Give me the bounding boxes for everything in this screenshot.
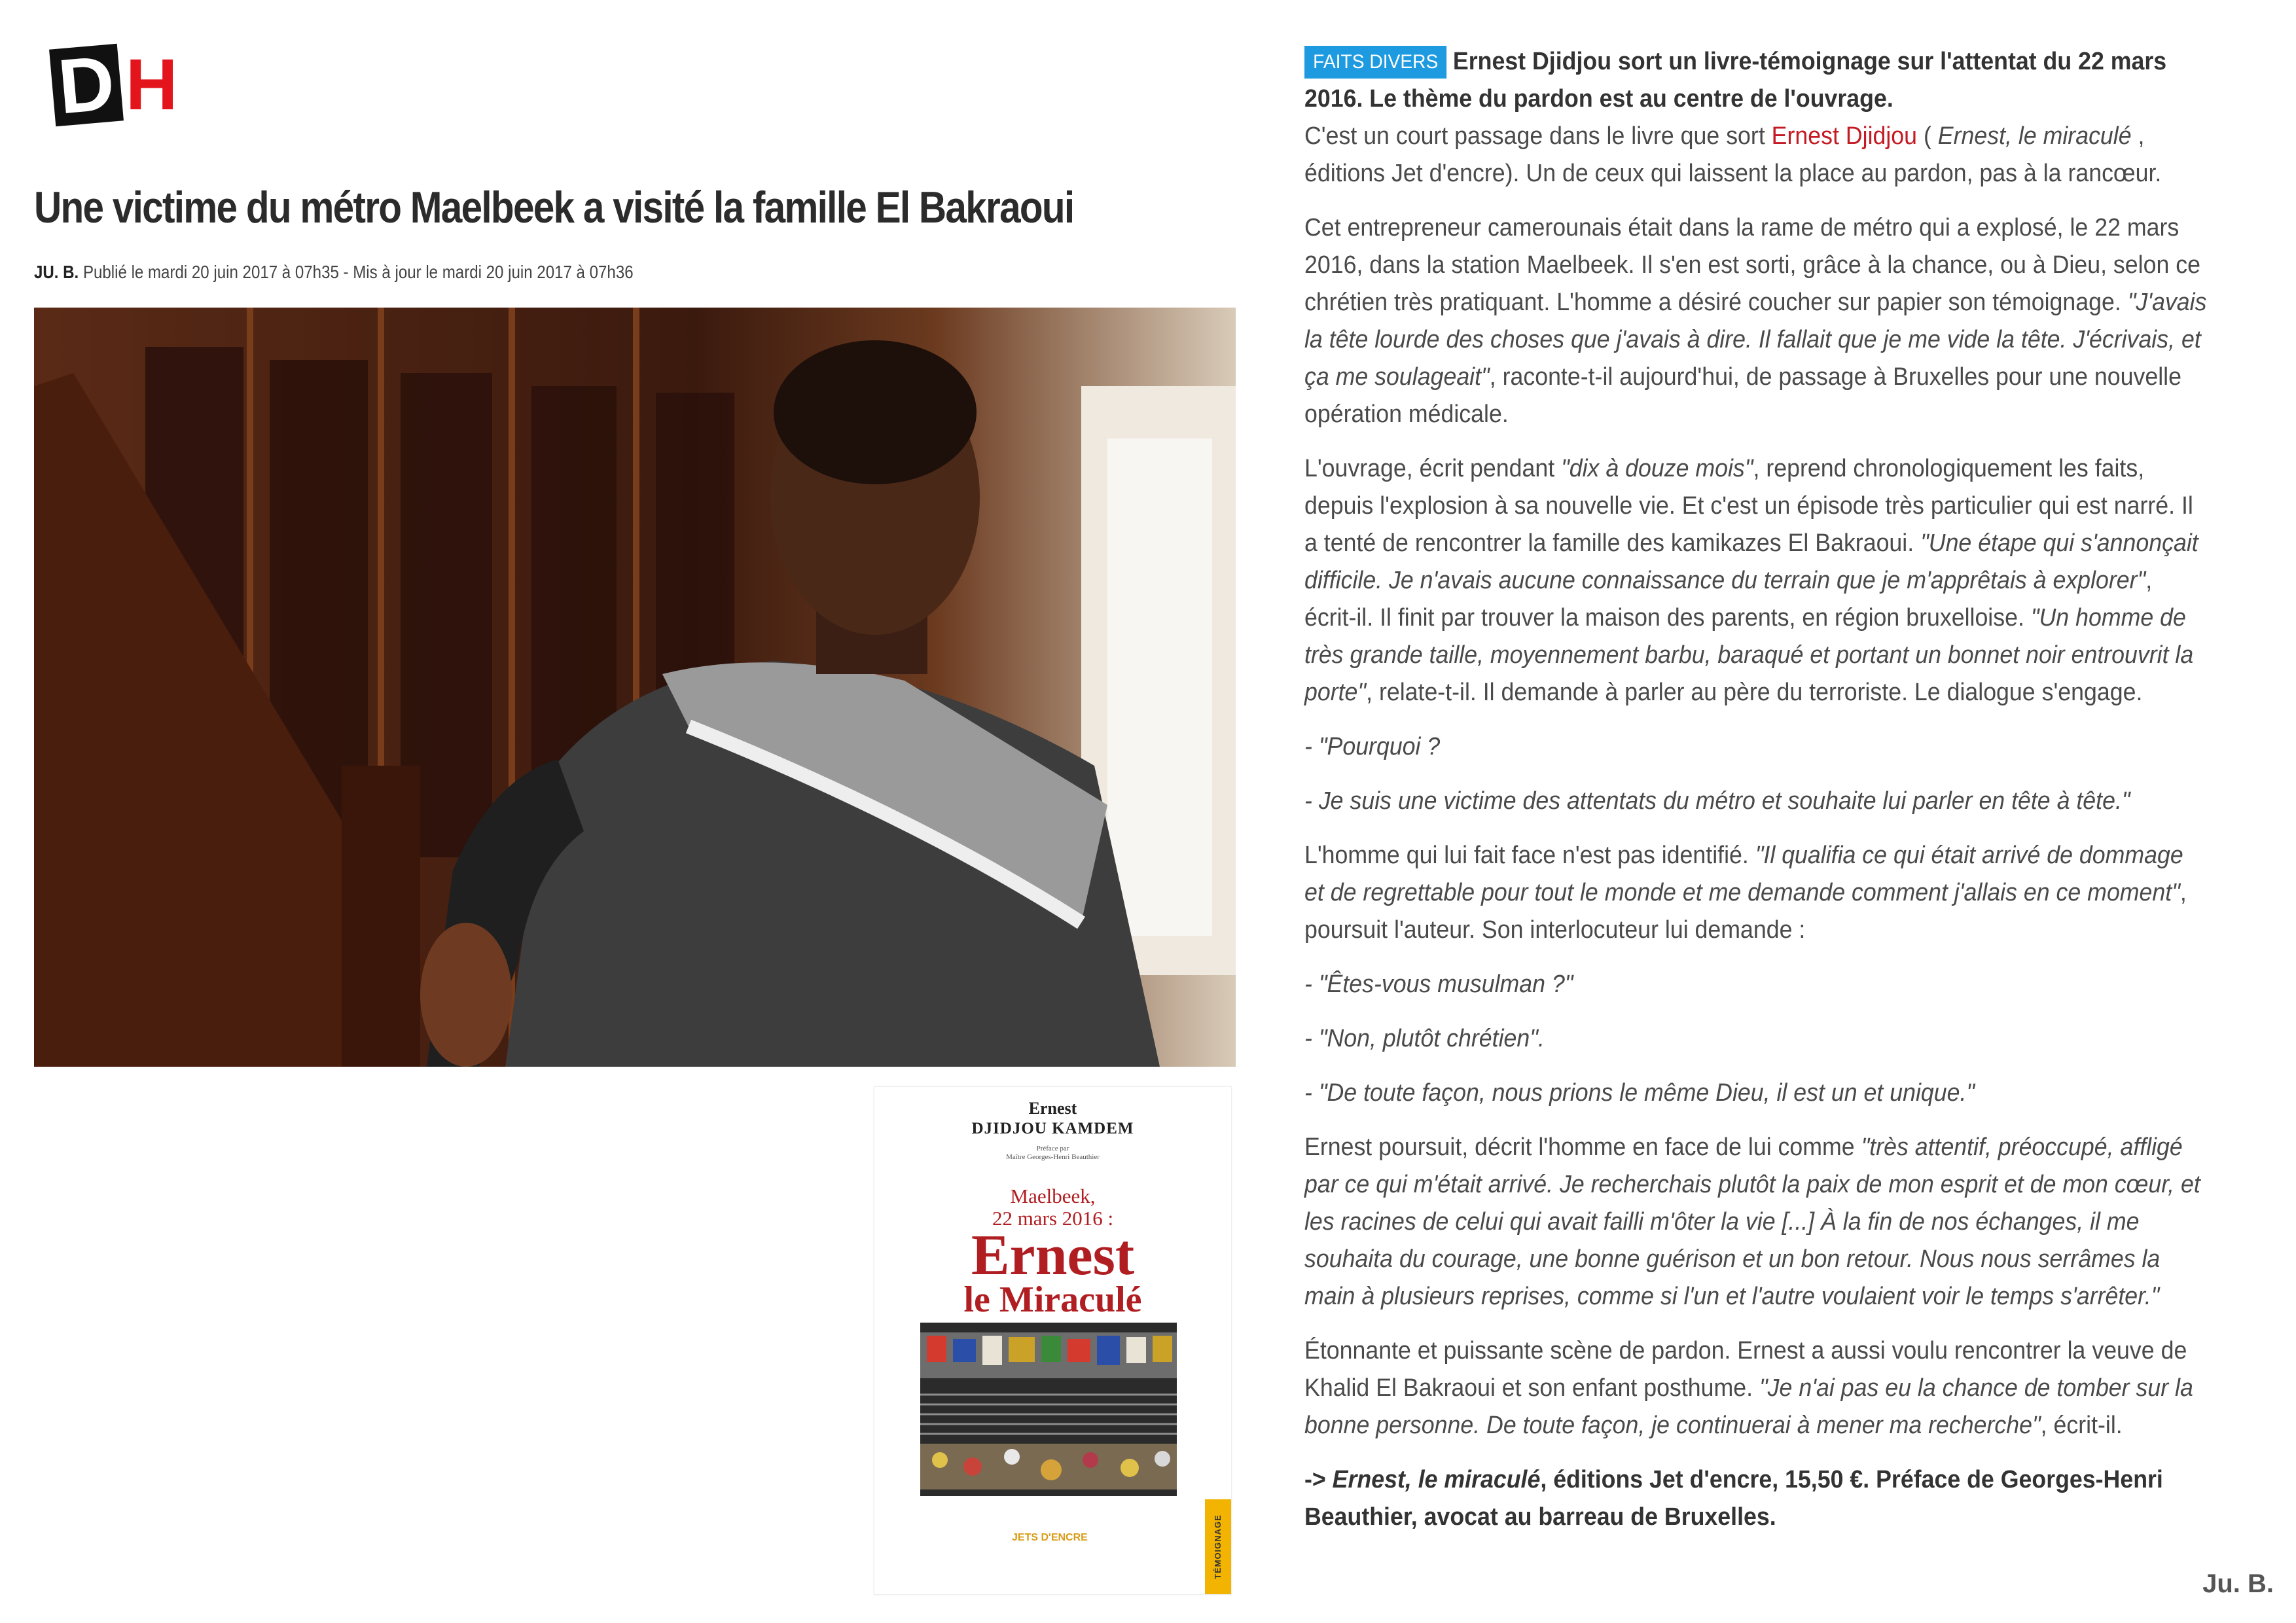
paragraph-1 <box>1304 118 2209 192</box>
paragraph-4 <box>1304 837 2209 949</box>
portrait-illustration <box>34 308 1236 1067</box>
paragraph-2 <box>1304 209 2209 433</box>
logo-letter-h: H <box>126 45 178 125</box>
book-cover <box>874 1086 1232 1595</box>
book-preface-line2: Maître Georges-Henri Beauthier <box>1006 1153 1100 1161</box>
book-subtitle <box>874 1185 1231 1230</box>
logo-letter-d: D <box>49 44 124 127</box>
book-reference <box>1304 1461 2209 1536</box>
p4-text-a: L'homme qui lui fait face n'est pas identifié. <box>1304 842 1755 869</box>
dialogue-5: - "De toute façon, nous prions le même Dieu, il est un et unique." <box>1304 1079 1975 1107</box>
memorial-photo <box>920 1323 1177 1496</box>
p6-text-a: Étonnante et puissante scène de pardon. Ernest a aussi voulu rencontrer la veuve de Khalid El Bakraoui et son enfant posthume. <box>1304 1337 2187 1402</box>
byline-author: JU. B. <box>34 262 79 282</box>
p3-text-a: L'ouvrage, écrit pendant <box>1304 455 1562 482</box>
book-publisher-b: D'ENCRE <box>1041 1532 1088 1543</box>
book-cover-photo <box>920 1323 1177 1496</box>
p4-text-b: , poursuit l'auteur. Son interlocuteur lui demande : <box>1304 879 2187 944</box>
category-tag[interactable]: FAITS DIVERS <box>1304 46 1447 79</box>
paragraph-6 <box>1304 1332 2209 1444</box>
p3-quote-2: "Une étape qui s'annonçait difficile. Je n'avais aucune connaissance du terrain que je m'apprêtais à explorer" <box>1304 529 2198 594</box>
p3-text-b: , reprend chronologiquement les faits, depuis l'explosion à sa nouvelle vie. Et c'est un épisode très particulier qui est narré. Il a tenté de rencontrer la famille des kamikazes El Bakraoui. <box>1304 455 2193 557</box>
p6-quote: "Je n'ai pas eu la chance de tomber sur la bonne personne. De toute façon, je continuerai à mener ma recherche" <box>1304 1374 2193 1439</box>
dialogue-1: - "Pourquoi ? <box>1304 733 1441 760</box>
book-publisher-logo <box>1012 1532 1088 1544</box>
book-subtitle-line2: 22 mars 2016 : <box>992 1207 1114 1230</box>
arrow-prefix: -> <box>1304 1466 1333 1493</box>
book-author-last: DJIDJOU KAMDEM <box>971 1120 1134 1137</box>
dialogue-2: - Je suis une victime des attentats du métro et souhaite lui parler en tête à tête." <box>1304 787 2130 815</box>
p1-text-a: C'est un court passage dans le livre que sort <box>1304 122 1772 150</box>
p3-text-d: , relate-t-il. Il demande à parler au père du terroriste. Le dialogue s'engage. <box>1366 679 2143 706</box>
p1-text-c: , éditions Jet d'encre). Un de ceux qui laissent la place au pardon, pas à la rancœur. <box>1304 122 2162 187</box>
byline-dates: Publié le mardi 20 juin 2017 à 07h35 - Mis à jour le mardi 20 juin 2017 à 07h36 <box>82 262 634 282</box>
final-text: , éditions Jet d'encre, 15,50 €. Préface de Georges-Henri Beauthier, avocat au barreau de Bruxelles. <box>1304 1466 2163 1531</box>
book-title-line2: le Miraculé <box>963 1279 1142 1320</box>
lead-text: Ernest Djidjou sort un livre-témoignage sur l'attentat du 22 mars 2016. Le thème du pardon est au centre de l'ouvrage. <box>1304 48 2167 113</box>
article-body <box>1304 43 2209 1553</box>
p6-text-b: , écrit-il. <box>2040 1412 2123 1439</box>
paragraph-3 <box>1304 450 2209 711</box>
p1-book-title: Ernest, le miraculé <box>1937 122 2132 150</box>
p3-text-c: , écrit-il. Il finit par trouver la maison des parents, en région bruxelloise. <box>1304 567 2153 632</box>
book-title: Ernest <box>971 1224 1135 1287</box>
p2-quote: "J'avais la tête lourde des choses que j'avais à dire. Il fallait que je me vide la tête. J'écrivais, et ça me soulageait" <box>1304 289 2207 391</box>
article-lead <box>1304 43 2209 118</box>
book-publisher-a: JETS <box>1012 1532 1039 1543</box>
p1-text-b: ( <box>1917 122 1938 150</box>
paragraph-5 <box>1304 1129 2209 1315</box>
p3-quote-1: "dix à douze mois" <box>1561 455 1753 482</box>
author-signature: Ju. B. <box>2202 1569 2274 1598</box>
article-photo <box>34 308 1236 1067</box>
book-preface-line1: Préface par <box>1036 1145 1069 1152</box>
book-preface <box>874 1145 1231 1162</box>
p4-quote: "Il qualifia ce qui était arrivé de dommage et de regrettable pour tout le monde et me demande comment j'allais en ce moment" <box>1304 842 2183 906</box>
dialogue-4: - "Non, plutôt chrétien". <box>1304 1025 1545 1052</box>
final-book-title: Ernest, le miraculé <box>1332 1466 1541 1493</box>
site-logo[interactable] <box>52 39 178 131</box>
p3-quote-3: "Un homme de très grande taille, moyennement barbu, baraqué et portant un bonnet noir entrouvrit la porte" <box>1304 604 2194 706</box>
byline <box>34 262 634 283</box>
p2-text-a: Cet entrepreneur camerounais était dans la rame de métro qui a explosé, le 22 mars 2016, dans la station Maelbeek. Il s'en est sorti, grâce à la chance, ou à Dieu, selon ce chrétien très pratiquant. L'homme a désiré coucher sur papier son témoignage. <box>1304 214 2200 316</box>
p5-quote: "très attentif, préoccupé, affligé par ce qui m'était arrivé. Je recherchais plutôt la paix de mon esprit et de mon cœur, et les racines de celui qui avait failli m'ôter la vie [...] À la fin de nos échanges, il me souhaita du courage, une bonne guérison et un bon retour. Nous nous serrâmes la main à plusieurs reprises, comme si l'un et l'autre voulaient voir le temps s'arrêter." <box>1304 1133 2200 1310</box>
article-headline: Une victime du métro Maelbeek a visité la famille El Bakraoui <box>34 183 1074 232</box>
book-author-first: Ernest <box>1028 1099 1077 1118</box>
book-subtitle-line1: Maelbeek, <box>1010 1185 1096 1207</box>
book-band: TÉMOIGNAGE <box>1205 1499 1231 1594</box>
p2-text-b: , raconte-t-il aujourd'hui, de passage à Bruxelles pour une nouvelle opération médicale. <box>1304 363 2181 428</box>
dialogue-3: - "Êtes-vous musulman ?" <box>1304 971 1573 998</box>
p5-text-a: Ernest poursuit, décrit l'homme en face de lui comme <box>1304 1133 1861 1161</box>
author-link[interactable]: Ernest Djidjou <box>1771 122 1918 150</box>
